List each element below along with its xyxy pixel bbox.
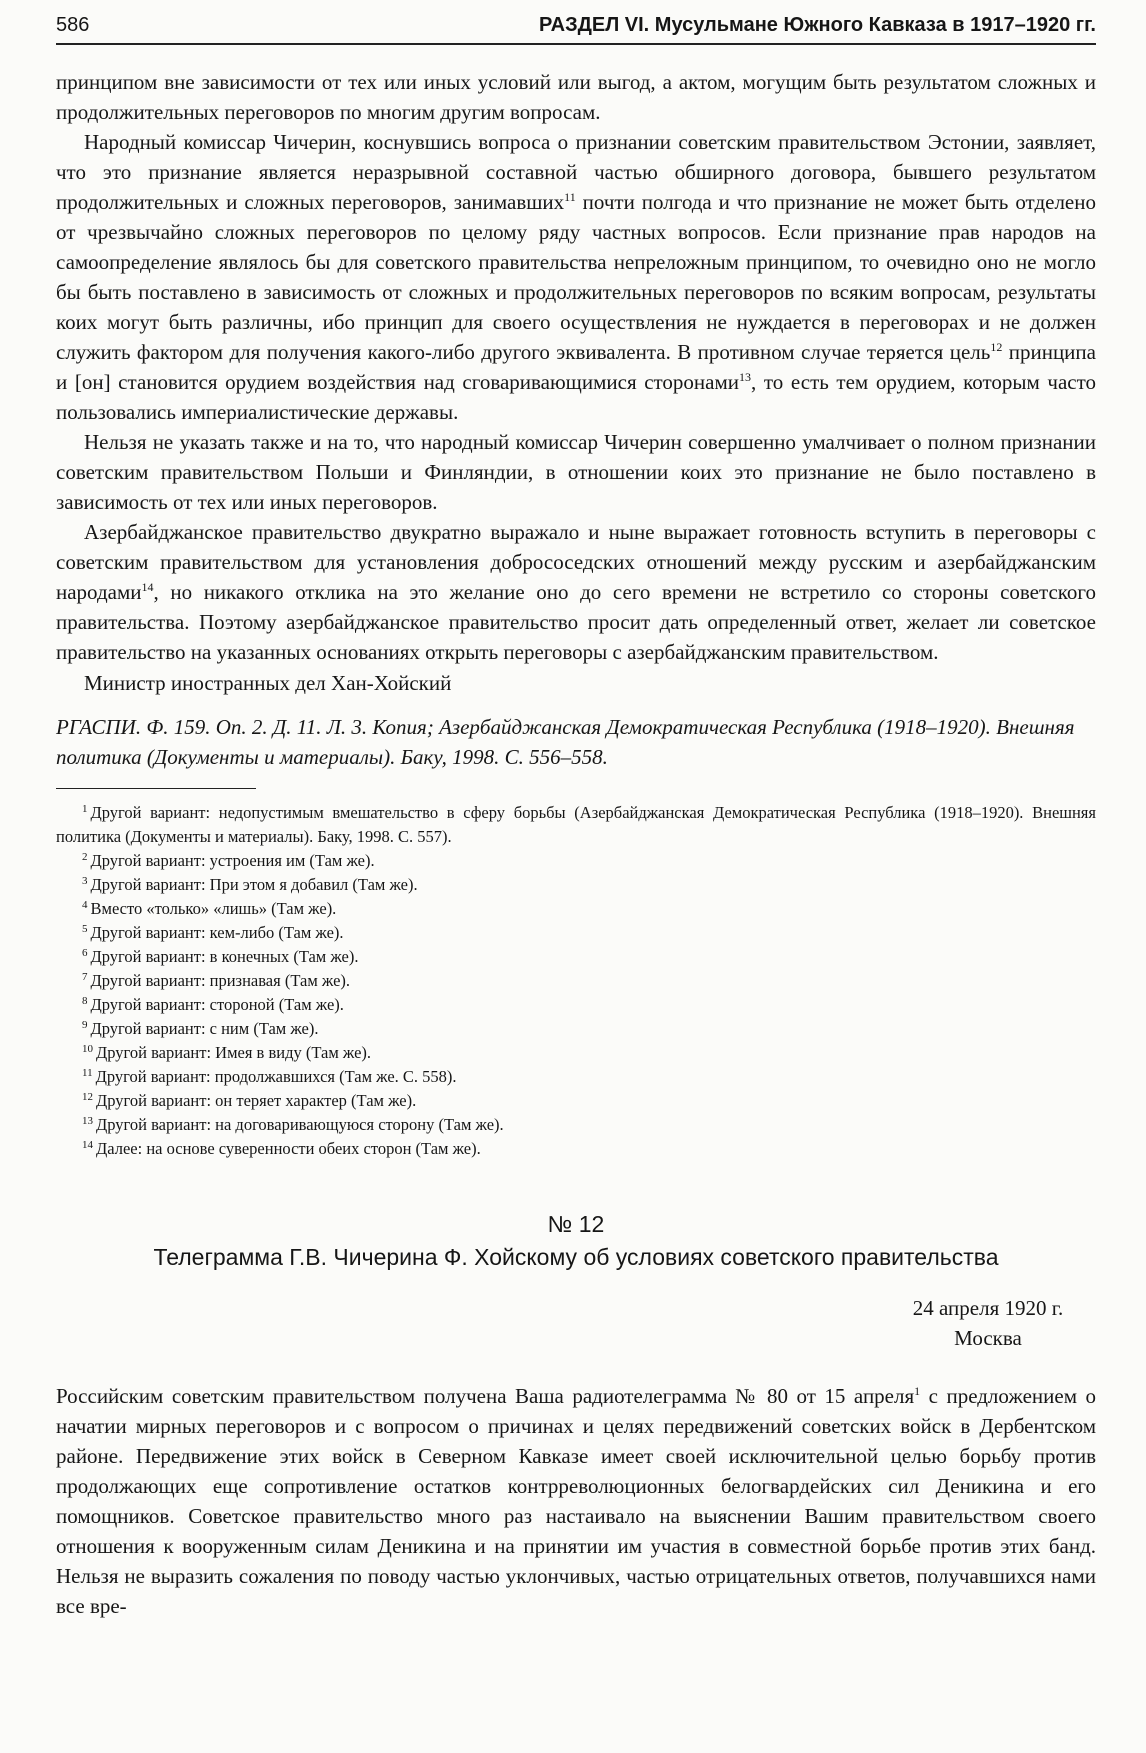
footnote-number: 7 — [82, 970, 88, 983]
footnote-number: 4 — [82, 898, 88, 911]
footnote-text: Другой вариант: стороной (Там же). — [90, 995, 344, 1014]
footnote-text: Другой вариант: в конечных (Там же). — [90, 947, 359, 966]
document-date: 24 апреля 1920 г. — [912, 1296, 1064, 1320]
paragraph-3: Нельзя не указать также и на то, что народный комиссар Чичерин совершенно умалчивает о полном признании советским правительством Польши и Финляндии, в отношении коих это признание не было поставлено в зависимость от тех или иных переговоров. — [56, 430, 1096, 514]
footnotes — [56, 801, 1096, 1161]
footnote-text: Другой вариант: недопустимым вмешательство в сферу борьбы (Азербайджанская Демократическая Республика (1918–1920). Внешняя политика (Документы и материалы). Баку, 1998. С. 557). — [56, 803, 1096, 846]
footnote-number: 1 — [82, 802, 88, 815]
telegram-text — [56, 1381, 1096, 1621]
date-place-block — [56, 1293, 1088, 1353]
footnote-2 — [56, 849, 1096, 873]
footnote-4 — [56, 897, 1096, 921]
footnote-text: Далее: на основе суверенности обеих сторон (Там же). — [96, 1139, 481, 1158]
signature-line: Министр иностранных дел Хан-Хойский — [84, 671, 452, 695]
footnote-text: Другой вариант: устроения им (Там же). — [90, 851, 375, 870]
paragraph-2-part-a: Народный комиссар Чичерин, коснувшись вопроса о признании советским правительством Эстонии, заявляет, что это признание является неразрывной составной частью обширного договора, бывшего результатом продолжительных и сложных переговоров, занимавших — [56, 130, 1096, 214]
document-place: Москва — [954, 1326, 1022, 1350]
footnote-number: 6 — [82, 946, 88, 959]
footnote-ref-14: 14 — [141, 580, 154, 594]
footnote-text: Другой вариант: Имея в виду (Там же). — [96, 1043, 372, 1062]
footnote-10 — [56, 1041, 1096, 1065]
footnote-text: Другой вариант: он теряет характер (Там же). — [96, 1091, 417, 1110]
footnote-ref-13: 13 — [739, 370, 752, 384]
footnote-number: 13 — [82, 1114, 93, 1127]
paragraph-2-part-b: почти полгода и что признание не может быть отделено от чрезвычайно сложных переговоров по целому ряду частных вопросов. Если признание прав народов на самоопределение являлось бы для советского правительства непреложным принципом, то очевидно оно не могло бы быть поставлено в зависимость от сложных и продолжительных переговоров по всяким вопросам, результаты коих могут быть различны, ибо принцип для своего осуществления не нуждается в переговорах и не должен служить фактором для получения какого-либо другого эквивалента. В противном случае теряется цель — [56, 190, 1096, 364]
page-number: 586 — [56, 14, 90, 36]
footnote-14 — [56, 1137, 1096, 1161]
footnote-number: 3 — [82, 874, 88, 887]
document-heading — [56, 1211, 1096, 1271]
footnote-9 — [56, 1017, 1096, 1041]
paragraph-2-part-c: принципа и [он] становится орудием воздействия над сговаривающимися сторонами — [56, 340, 1096, 394]
footnote-ref-11: 11 — [564, 190, 576, 204]
footnote-5 — [56, 921, 1096, 945]
footnote-8 — [56, 993, 1096, 1017]
footnote-number: 14 — [82, 1138, 93, 1151]
telegram-footnote-ref-1: 1 — [914, 1384, 921, 1398]
footnote-text: Другой вариант: с ним (Там же). — [90, 1019, 319, 1038]
paragraph-4-part-a: Азербайджанское правительство двукратно выражало и ныне выражает готовность вступить в переговоры с советским правительством для установления добрососедских отношений между русским и азербайджанским народами — [56, 520, 1096, 604]
paragraph-4 — [56, 517, 1096, 667]
footnote-number: 2 — [82, 850, 88, 863]
footnote-number: 9 — [82, 1018, 88, 1031]
footnote-1 — [56, 801, 1096, 849]
footnote-text: Другой вариант: При этом я добавил (Там же). — [90, 875, 418, 894]
footnote-number: 10 — [82, 1042, 93, 1055]
footnote-number: 12 — [82, 1090, 93, 1103]
footnote-number: 5 — [82, 922, 88, 935]
footnote-text: Вместо «только» «лишь» (Там же). — [90, 899, 337, 918]
archival-source: РГАСПИ. Ф. 159. Оп. 2. Д. 11. Л. 3. Копия; Азербайджанская Демократическая Республика (1918–1920). Внешняя политика (Документы и материалы). Баку, 1998. С. 556–558. — [56, 715, 1075, 769]
running-header — [56, 14, 1096, 45]
footnote-divider — [56, 788, 256, 789]
document-title: Телеграмма Г.В. Чичерина Ф. Хойскому об условиях советского правительства — [153, 1244, 999, 1270]
footnote-text: Другой вариант: продолжавшихся (Там же. С. 558). — [95, 1067, 457, 1086]
paragraph-2-part-d: , то есть тем орудием, которым часто пользовались империалистические державы. — [56, 370, 1096, 424]
footnote-number: 11 — [82, 1066, 93, 1079]
paragraph-1: принципом вне зависимости от тех или иных условий или выгод, а актом, могущим быть результатом сложных и продолжительных переговоров по многим другим вопросам. — [56, 70, 1096, 124]
footnote-text: Другой вариант: кем-либо (Там же). — [90, 923, 344, 942]
footnote-text: Другой вариант: признавая (Там же). — [90, 971, 351, 990]
footnote-number: 8 — [82, 994, 88, 1007]
footnote-3 — [56, 873, 1096, 897]
footnote-ref-12: 12 — [990, 340, 1003, 354]
footnote-6 — [56, 945, 1096, 969]
footnote-12 — [56, 1089, 1096, 1113]
footnote-11 — [56, 1065, 1096, 1089]
running-title: РАЗДЕЛ VI. Мусульмане Южного Кавказа в 1917–1920 гг. — [539, 14, 1096, 36]
footnote-text: Другой вариант: на договаривающуюся сторону (Там же). — [96, 1115, 504, 1134]
footnote-13 — [56, 1113, 1096, 1137]
telegram-text-part-b: с предложением о начатии мирных переговоров и с вопросом о причинах и целях передвижений советских войск в Дербентском районе. Передвижение этих войск в Северном Кавказе имеет своей исключительной целью борьбу против продолжающих еще сопротивление остатков контрреволюционных белогвардейских сил Деникина и его помощников. Советское правительство много раз настаивало на выяснении Вашим правительством своего отношения к вооруженным силам Деникина и на принятии им участия в совместной борьбе против этих банд. Нельзя не выразить сожаления по поводу частью уклончивых, частью отрицательных ответов, получавшихся нами все вре- — [56, 1384, 1097, 1618]
book-page — [56, 14, 1096, 1621]
footnote-7 — [56, 969, 1096, 993]
document-number: № 12 — [547, 1211, 605, 1237]
telegram-text-part-a: Российским советским правительством получена Ваша радиотелеграмма № 80 от 15 апреля — [56, 1384, 915, 1408]
letter-body — [56, 67, 1096, 698]
paragraph-2 — [56, 127, 1096, 427]
paragraph-4-part-b: , но никакого отклика на это желание оно до сего времени не встретило со стороны советского правительства. Поэтому азербайджанское правительство просит дать определенный ответ, желает ли советское правительство на указанных основаниях открыть переговоры с азербайджанским правительством. — [56, 580, 1096, 664]
